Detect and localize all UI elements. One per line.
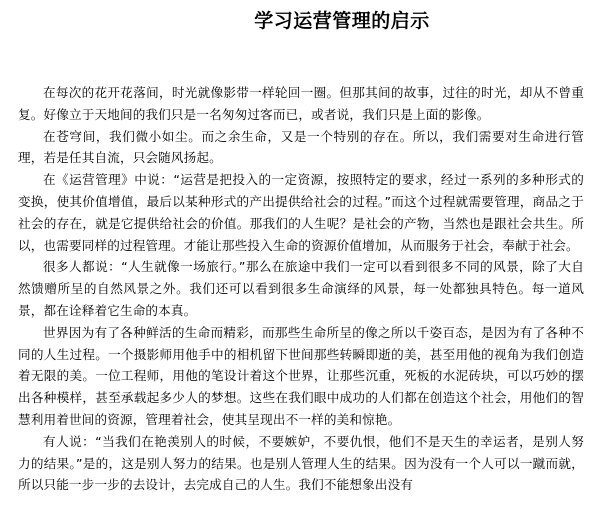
document-title: 学习运营管理的启示 bbox=[254, 10, 430, 32]
paragraph-3: 在《运营管理》中说：“运营是把投入的一定资源，按照特定的要求，经过一系列的多种形式的变换，使其价值增值，最后以某种形式的产出提供给社会的过程。”而这个过程就需要管理，商品之于社会的存在，就是它提供给社会的价值。那我们的人生呢？是社会的产物，当然也是跟社会共生。所以，也需要同样的过程管理。才能让那些投入生命的资源价值增加，从而服务于社会，奉献于社会。 bbox=[18, 172, 584, 253]
paragraph-2: 在苍穹间，我们微小如尘。而之余生命，又是一个特别的存在。所以，我们需要对生命进行管理，若是任其自流，只会随风扬起。 bbox=[18, 128, 584, 166]
paragraph-5: 世界因为有了各种鲜活的生命而精彩，而那些生命所呈的像之所以千姿百态，是因为有了各种不同的人生过程。一个摄影师用他手中的相机留下世间那些转瞬即逝的美，甚至用他的视角为我们创造着无限的美。一位工程师，用他的笔设计着这个世界，让那些沉重，死板的水泥砖块，可以巧妙的摆出各种模样，甚至承载起多少人的梦想。这些在我们眼中成功的人们都在创造这个社会，用他们的智慧利用着世间的资源，管理着社会，使其呈现出不一样的美和惊艳。 bbox=[18, 324, 584, 427]
paragraph-4: 很多人都说：“人生就像一场旅行。”那么在旅途中我们一定可以看到很多不同的风景，除了大自然馈赠所呈的自然风景之外。我们还可以看到很多生命演绎的风景，每一处都独具特色。每一道风景，都在诠释着它生命的本真。 bbox=[18, 259, 584, 318]
document-body bbox=[18, 82, 584, 496]
paragraph-6: 有人说：“当我们在艳羡别人的时候，不要嫉妒，不要仇恨，他们不是天生的幸运者，是别人努力的结果。”是的，这是别人努力的结果。也是别人管理人生的结果。因为没有一个人可以一蹴而就，所以只能一步一步的去设计，去完成自己的人生。我们不能想象出没有 bbox=[18, 433, 584, 493]
paragraph-1: 在每次的花开花落间，时光就像影带一样轮回一圈。但那其间的故事，过往的时光，却从不曾重复。好像立于天地间的我们只是一名匆匆过客而已，或者说，我们只是上面的影像。 bbox=[18, 85, 584, 122]
